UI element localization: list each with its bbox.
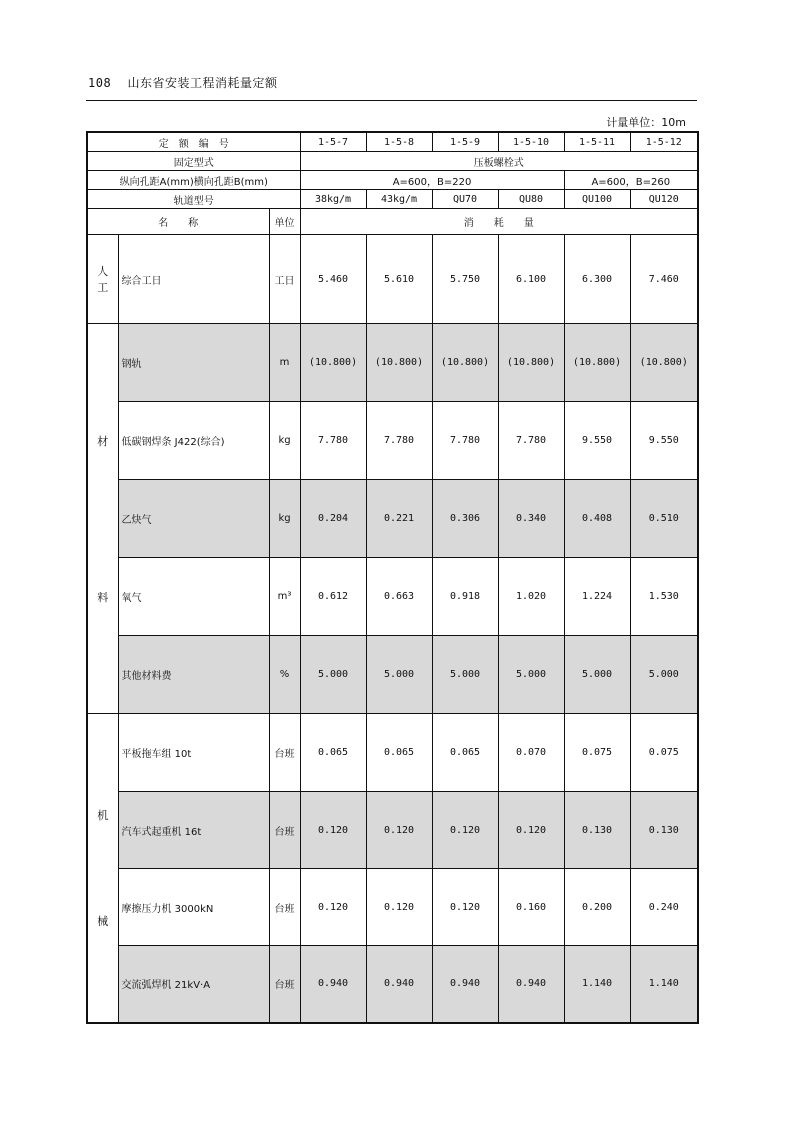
item-unit: 台班 — [269, 792, 300, 869]
value-cell: 1.530 — [630, 558, 698, 636]
rail-type: QU120 — [630, 190, 698, 209]
table-row — [87, 714, 698, 792]
quota-table — [86, 131, 699, 1024]
fix-type-value: 压板螺栓式 — [300, 152, 698, 171]
value-cell: 5.000 — [498, 636, 564, 714]
table-row — [87, 235, 698, 324]
value-cell: 0.065 — [432, 714, 498, 792]
item-name: 平板拖车组 10t — [118, 714, 269, 792]
value-cell: 7.780 — [498, 402, 564, 480]
fix-type-row — [87, 152, 698, 171]
table-row — [87, 946, 698, 1023]
item-unit: m³ — [269, 558, 300, 636]
value-cell: (10.800) — [366, 324, 432, 402]
value-cell: 0.940 — [300, 946, 366, 1023]
value-cell: 0.120 — [432, 869, 498, 946]
value-cell: 0.340 — [498, 480, 564, 558]
value-cell: 0.065 — [300, 714, 366, 792]
item-unit: kg — [269, 480, 300, 558]
column-header-row — [87, 209, 698, 235]
value-cell: 5.000 — [366, 636, 432, 714]
value-cell: 0.940 — [432, 946, 498, 1023]
rail-type: QU80 — [498, 190, 564, 209]
col-name-header: 名 称 — [87, 209, 269, 235]
spacing-label: 纵向孔距A(mm)横向孔距B(mm) — [87, 171, 300, 190]
quota-code: 1-5-7 — [300, 132, 366, 152]
value-cell: (10.800) — [300, 324, 366, 402]
rail-type: 38kg/m — [300, 190, 366, 209]
fix-type-label: 固定型式 — [87, 152, 300, 171]
group-material: 材 料 — [87, 324, 118, 714]
table-row — [87, 869, 698, 946]
item-name: 钢轨 — [118, 324, 269, 402]
item-unit: 工日 — [269, 235, 300, 324]
quota-code: 1-5-12 — [630, 132, 698, 152]
value-cell: 0.918 — [432, 558, 498, 636]
value-cell: 0.120 — [366, 792, 432, 869]
value-cell: 0.130 — [564, 792, 630, 869]
value-cell: 5.000 — [630, 636, 698, 714]
item-unit: kg — [269, 402, 300, 480]
item-name: 其他材料费 — [118, 636, 269, 714]
value-cell: 1.020 — [498, 558, 564, 636]
table-row — [87, 324, 698, 402]
value-cell: 5.610 — [366, 235, 432, 324]
unit-note: 计量单位：10m — [606, 116, 686, 129]
value-cell: 6.100 — [498, 235, 564, 324]
value-cell: 0.200 — [564, 869, 630, 946]
table-row — [87, 480, 698, 558]
value-cell: 7.780 — [432, 402, 498, 480]
quota-code: 1-5-9 — [432, 132, 498, 152]
value-cell: 9.550 — [564, 402, 630, 480]
value-cell: 0.120 — [366, 869, 432, 946]
value-cell: 0.130 — [630, 792, 698, 869]
value-cell: 5.000 — [300, 636, 366, 714]
item-unit: 台班 — [269, 869, 300, 946]
value-cell: (10.800) — [564, 324, 630, 402]
value-cell: 0.940 — [366, 946, 432, 1023]
value-cell: 0.940 — [498, 946, 564, 1023]
value-cell: 7.780 — [366, 402, 432, 480]
value-cell: 0.075 — [630, 714, 698, 792]
value-cell: (10.800) — [498, 324, 564, 402]
value-cell: 0.240 — [630, 869, 698, 946]
quota-code-label: 定 额 编 号 — [87, 132, 300, 152]
table-row — [87, 558, 698, 636]
item-unit: 台班 — [269, 946, 300, 1023]
table-row — [87, 402, 698, 480]
item-name: 氧气 — [118, 558, 269, 636]
value-cell: 0.160 — [498, 869, 564, 946]
value-cell: 0.120 — [498, 792, 564, 869]
value-cell: (10.800) — [630, 324, 698, 402]
item-unit: 台班 — [269, 714, 300, 792]
quota-code: 1-5-11 — [564, 132, 630, 152]
value-cell: 0.070 — [498, 714, 564, 792]
item-name: 综合工日 — [118, 235, 269, 324]
quota-code: 1-5-8 — [366, 132, 432, 152]
page-header — [88, 74, 278, 91]
header-rule — [86, 100, 697, 101]
value-cell: 0.204 — [300, 480, 366, 558]
value-cell: 1.140 — [630, 946, 698, 1023]
quota-code: 1-5-10 — [498, 132, 564, 152]
value-cell: 0.120 — [300, 792, 366, 869]
group-labor: 人 工 — [87, 235, 118, 324]
item-name: 摩擦压力机 3000kN — [118, 869, 269, 946]
item-name: 低碳钢焊条 J422(综合) — [118, 402, 269, 480]
value-cell: 0.120 — [432, 792, 498, 869]
page-number: 108 — [88, 76, 112, 90]
value-cell: 0.306 — [432, 480, 498, 558]
value-cell: 6.300 — [564, 235, 630, 324]
book-title: 山东省安装工程消耗量定额 — [127, 76, 278, 90]
item-name: 交流弧焊机 21kV·A — [118, 946, 269, 1023]
value-cell: 5.460 — [300, 235, 366, 324]
spacing-value-b: A=600，B=260 — [564, 171, 698, 190]
table-row — [87, 792, 698, 869]
item-name: 汽车式起重机 16t — [118, 792, 269, 869]
quota-code-row — [87, 132, 698, 152]
value-cell: 0.120 — [300, 869, 366, 946]
group-machine: 机 械 — [87, 714, 118, 1023]
value-cell: 5.000 — [564, 636, 630, 714]
spacing-row — [87, 171, 698, 190]
value-cell: 0.221 — [366, 480, 432, 558]
value-cell: 0.065 — [366, 714, 432, 792]
value-cell: (10.800) — [432, 324, 498, 402]
value-cell: 0.408 — [564, 480, 630, 558]
spacing-value-a: A=600，B=220 — [300, 171, 564, 190]
col-unit-header: 单位 — [269, 209, 300, 235]
value-cell: 5.000 — [432, 636, 498, 714]
value-cell: 7.780 — [300, 402, 366, 480]
col-consumption-header: 消 耗 量 — [300, 209, 698, 235]
value-cell: 0.510 — [630, 480, 698, 558]
value-cell: 7.460 — [630, 235, 698, 324]
rail-type-label: 轨道型号 — [87, 190, 300, 209]
value-cell: 9.550 — [630, 402, 698, 480]
value-cell: 1.224 — [564, 558, 630, 636]
value-cell: 1.140 — [564, 946, 630, 1023]
item-unit: % — [269, 636, 300, 714]
item-name: 乙炔气 — [118, 480, 269, 558]
rail-type: 43kg/m — [366, 190, 432, 209]
table-row — [87, 636, 698, 714]
rail-type: QU70 — [432, 190, 498, 209]
value-cell: 0.663 — [366, 558, 432, 636]
value-cell: 5.750 — [432, 235, 498, 324]
value-cell: 0.075 — [564, 714, 630, 792]
item-unit: m — [269, 324, 300, 402]
rail-type: QU100 — [564, 190, 630, 209]
value-cell: 0.612 — [300, 558, 366, 636]
rail-type-row — [87, 190, 698, 209]
